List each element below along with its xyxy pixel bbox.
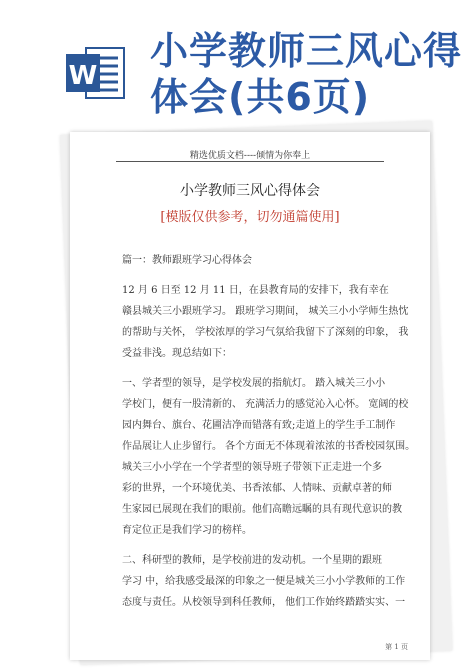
paragraph bbox=[122, 250, 410, 271]
paragraph-line: 学习 中，给我感受最深的印象之一便是城关三小小学教师的工作 bbox=[122, 576, 406, 587]
paragraph-line: 生家园已展现在我们的眼前。他们高瞻远瞩的具有现代意识的教 bbox=[122, 504, 402, 515]
paragraph-line: 二、科研型的教师，是学校前进的发动机。一个星期的跟班 bbox=[122, 555, 382, 566]
template-note: [模版仅供参考，切勿通篇使用] bbox=[160, 210, 340, 225]
paragraph bbox=[122, 373, 416, 541]
document-body bbox=[122, 250, 416, 622]
banner-title-line2: 体会(共6页) bbox=[150, 75, 371, 119]
banner-title-line1: 小学教师三风心得 bbox=[150, 29, 463, 73]
word-icon bbox=[62, 40, 128, 106]
paragraph-line: 园内舞台、旗台、花圃洁净而错落有致;走道上的学生手工制作 bbox=[122, 420, 396, 431]
paragraph-line: 受益非浅。现总结如下： bbox=[122, 348, 232, 359]
paragraph-line: 赣县城关三小跟班学习。 跟班学习期间， 城关三小小学师生热忱 bbox=[122, 306, 409, 317]
banner-title bbox=[150, 28, 470, 120]
paragraph bbox=[122, 280, 410, 364]
paragraph-line: 作品展让人止步留行。 各个方面无不体现着浓浓的书香校园氛围。 bbox=[122, 441, 416, 452]
document-page bbox=[70, 132, 430, 660]
document-title: 小学教师三风心得体会 bbox=[180, 183, 320, 199]
paragraph-line: 育定位正是我们学习的榜样。 bbox=[122, 525, 252, 536]
document-header: 精选优质文档----倾情为你奉上 bbox=[189, 151, 311, 161]
paragraph-line: 学校门，便有一股清新的、 充满活力的感觉沁入心怀。 宽阔的校 bbox=[122, 399, 409, 410]
paragraph-line: 篇一：教师跟班学习心得体会 bbox=[122, 255, 252, 266]
header-rule bbox=[116, 161, 384, 162]
paragraph bbox=[122, 550, 410, 613]
paragraph-line: 城关三小小学在一个学者型的领导班子带领下正走进一个多 bbox=[122, 462, 382, 473]
page-number: 第 1 页 bbox=[385, 643, 408, 651]
word-logo-letter: W bbox=[68, 61, 98, 91]
paragraph-line: 态度与责任。从校领导到科任教师， 他们工作始终踏踏实实、一 bbox=[122, 597, 406, 608]
paragraph-line: 一、学者型的领导，是学校发展的指航灯。 踏入城关三小小 bbox=[122, 378, 386, 389]
paragraph-line: 12 月 6 日至 12 月 11 日，在县教育局的安排下，我有幸在 bbox=[122, 285, 389, 296]
paragraph-line: 彩的世界，一个环境优美、书香浓郁、人情味、贡献卓著的师 bbox=[122, 483, 392, 494]
paragraph-line: 的帮助与关怀， 学校浓厚的学习气氛给我留下了深刻的印象， 我 bbox=[122, 327, 409, 338]
banner bbox=[0, 0, 474, 125]
